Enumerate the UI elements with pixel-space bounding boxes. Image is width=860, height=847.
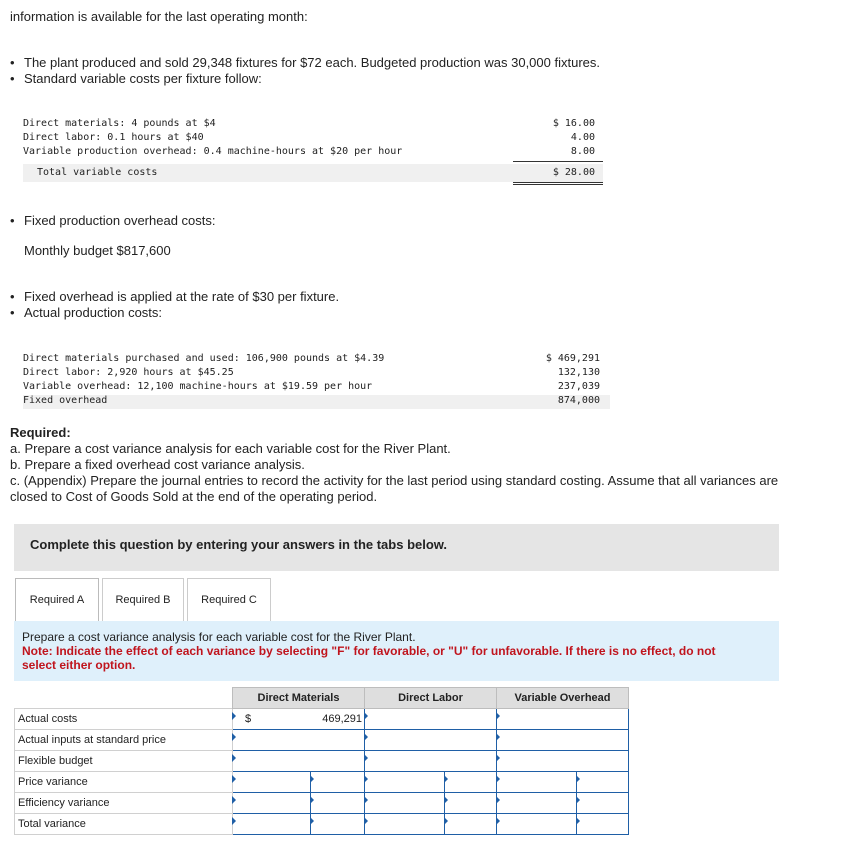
- table-row: [15, 814, 629, 835]
- facts-list-2: [10, 289, 339, 321]
- actual-cost-amount: 237,039: [557, 381, 600, 392]
- dl-price-variance-select[interactable]: [444, 772, 496, 793]
- header-variable-overhead: Variable Overhead: [497, 688, 629, 709]
- std-cost-amount: 8.00: [570, 146, 595, 157]
- subtotal-rule: [513, 161, 603, 162]
- tab-required-a[interactable]: Required A: [15, 578, 99, 621]
- table-header-row: [15, 688, 629, 709]
- dl-total-variance-select[interactable]: [444, 814, 496, 835]
- fact-production: • The plant produced and sold 29,348 fixtures for $72 each. Budgeted production was 30,000 fixtures.: [10, 55, 600, 71]
- fixed-overhead-list: [10, 213, 216, 229]
- std-cost-amount: $ 16.00: [552, 118, 595, 129]
- actual-cost-label: Fixed overhead: [23, 395, 108, 406]
- fact-actual-costs: • Actual production costs:: [10, 305, 339, 321]
- voh-price-variance-select[interactable]: [576, 772, 628, 793]
- required-a: a. Prepare a cost variance analysis for each variable cost for the River Plant.: [10, 441, 451, 456]
- required-c-line2: closed to Cost of Goods Sold at the end of the operating period.: [10, 489, 378, 504]
- complete-question-box: [14, 524, 779, 571]
- voh-actual-costs-input[interactable]: [497, 709, 629, 730]
- voh-efficiency-variance-input[interactable]: [497, 793, 577, 814]
- dl-flexible-budget-input[interactable]: [365, 751, 497, 772]
- dl-actual-costs-input[interactable]: [365, 709, 497, 730]
- facts-list: [10, 55, 600, 87]
- dm-actual-costs-input[interactable]: [233, 709, 365, 730]
- row-label-efficiency-variance: Efficiency variance: [15, 793, 233, 814]
- std-cost-total-label: Total variable costs: [37, 167, 158, 178]
- voh-actual-inputs-input[interactable]: [497, 730, 629, 751]
- required-c-line1: c. (Appendix) Prepare the journal entries to record the activity for the last period using standard costing. Assume that all variances are: [10, 473, 779, 488]
- note-line1: Note: Indicate the effect of each variance by selecting "F" for favorable, or "U" for unfavorable. If there is no effect, do not: [22, 644, 716, 658]
- voh-total-variance-select[interactable]: [576, 814, 628, 835]
- dl-actual-inputs-input[interactable]: [365, 730, 497, 751]
- dm-actual-value: 469,291: [322, 713, 362, 725]
- fact-fixed-overhead: • Fixed production overhead costs:: [10, 213, 216, 229]
- std-cost-label: Direct materials: 4 pounds at $4: [23, 118, 216, 129]
- dl-efficiency-variance-select[interactable]: [444, 793, 496, 814]
- actual-cost-label: Direct materials purchased and used: 106,900 pounds at $4.39: [23, 353, 385, 364]
- instruction-panel: [14, 621, 779, 681]
- actual-cost-amount: 132,130: [557, 367, 600, 378]
- standard-cost-table: [23, 118, 603, 182]
- actual-cost-table: [23, 353, 610, 409]
- table-row: [15, 751, 629, 772]
- total-double-rule: [513, 182, 603, 185]
- variance-table: [14, 687, 629, 835]
- dm-price-variance-input[interactable]: [233, 772, 311, 793]
- actual-cost-amount: $ 469,291: [545, 353, 600, 364]
- intro-text: information is available for the last operating month:: [10, 9, 308, 24]
- monthly-budget: Monthly budget $817,600: [24, 243, 171, 258]
- std-cost-amount: 4.00: [570, 132, 595, 143]
- row-label-total-variance: Total variance: [15, 814, 233, 835]
- dm-total-variance-input[interactable]: [233, 814, 311, 835]
- actual-cost-label: Direct labor: 2,920 hours at $45.25: [23, 367, 234, 378]
- required-b: b. Prepare a fixed overhead cost variance analysis.: [10, 457, 305, 472]
- row-label-actual-inputs: Actual inputs at standard price: [15, 730, 233, 751]
- std-cost-total-amount: $ 28.00: [552, 167, 595, 178]
- tab-required-c[interactable]: Required C: [187, 578, 271, 621]
- actual-cost-label: Variable overhead: 12,100 machine-hours at $19.59 per hour: [23, 381, 373, 392]
- note-line2: select either option.: [22, 658, 136, 672]
- table-row: [15, 793, 629, 814]
- fact-applied-rate: • Fixed overhead is applied at the rate of $30 per fixture.: [10, 289, 339, 305]
- row-label-actual-costs: Actual costs: [15, 709, 233, 730]
- complete-question-text: Complete this question by entering your answers in the tabs below.: [30, 537, 448, 552]
- row-label-price-variance: Price variance: [15, 772, 233, 793]
- std-cost-label: Variable production overhead: 0.4 machine-hours at $20 per hour: [23, 146, 403, 157]
- table-row: [15, 772, 629, 793]
- voh-total-variance-input[interactable]: [497, 814, 577, 835]
- table-row: [15, 709, 629, 730]
- dl-price-variance-input[interactable]: [365, 772, 445, 793]
- dm-actual-inputs-input[interactable]: [233, 730, 365, 751]
- required-section: [10, 425, 778, 505]
- table-row: [15, 730, 629, 751]
- voh-efficiency-variance-select[interactable]: [576, 793, 628, 814]
- tab-required-b[interactable]: Required B: [102, 578, 184, 621]
- dm-price-variance-select[interactable]: [310, 772, 364, 793]
- fact-standard-costs: • Standard variable costs per fixture follow:: [10, 71, 600, 87]
- voh-flexible-budget-input[interactable]: [497, 751, 629, 772]
- dl-efficiency-variance-input[interactable]: [365, 793, 445, 814]
- header-direct-materials: Direct Materials: [233, 688, 365, 709]
- dollar-sign: $: [245, 713, 252, 725]
- required-title: Required:: [10, 425, 71, 440]
- dm-total-variance-select[interactable]: [310, 814, 364, 835]
- actual-cost-amount: 874,000: [557, 395, 600, 406]
- dl-total-variance-input[interactable]: [365, 814, 445, 835]
- voh-price-variance-input[interactable]: [497, 772, 577, 793]
- header-direct-labor: Direct Labor: [365, 688, 497, 709]
- instruction-text: Prepare a cost variance analysis for each variable cost for the River Plant.: [22, 630, 416, 644]
- row-label-flexible-budget: Flexible budget: [15, 751, 233, 772]
- std-cost-label: Direct labor: 0.1 hours at $40: [23, 132, 204, 143]
- dm-efficiency-variance-select[interactable]: [310, 793, 364, 814]
- dm-flexible-budget-input[interactable]: [233, 751, 365, 772]
- dm-efficiency-variance-input[interactable]: [233, 793, 311, 814]
